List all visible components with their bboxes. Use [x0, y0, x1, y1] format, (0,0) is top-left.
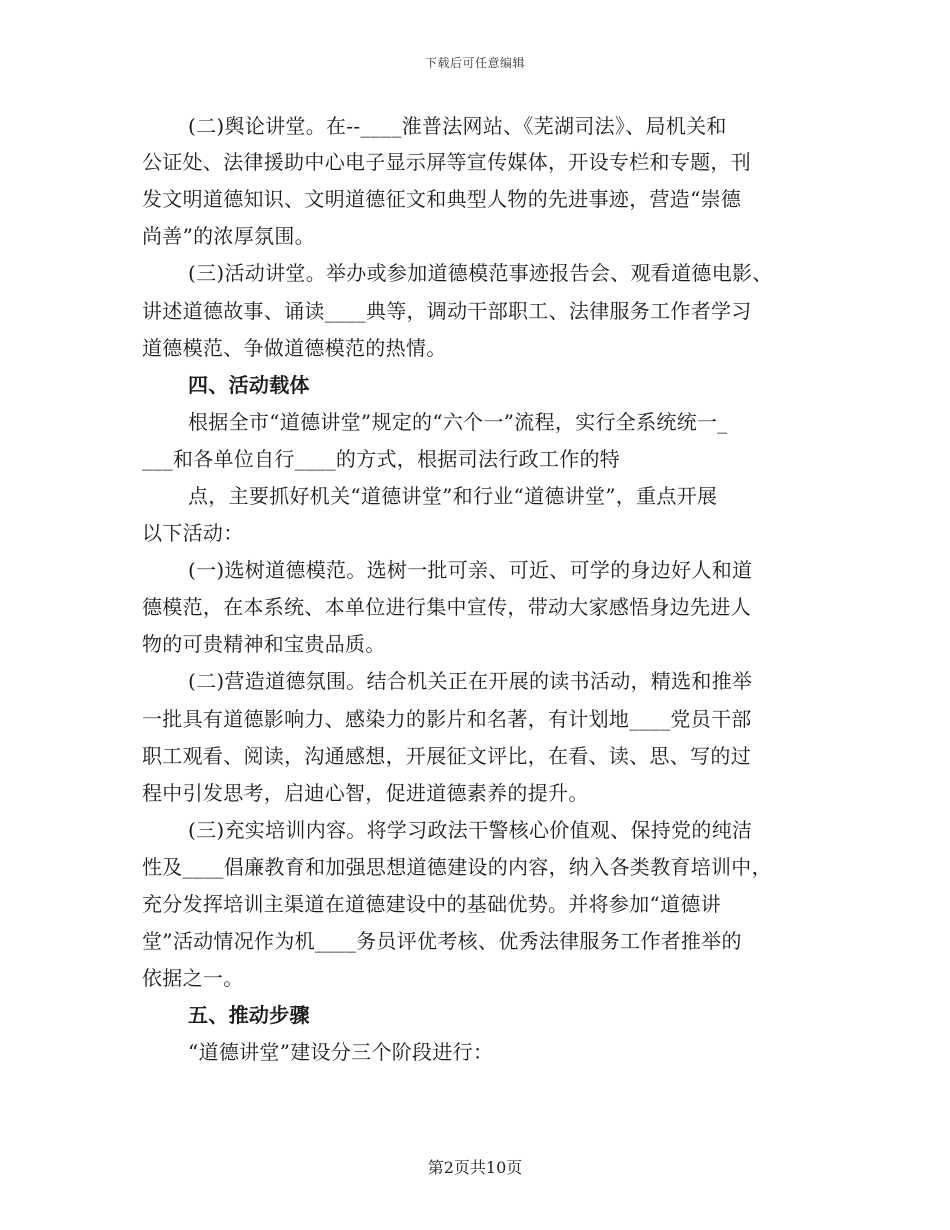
- paragraph-line: 充分发挥培训主渠道在道德建设中的基础优势。并将参加“道德讲: [142, 892, 721, 916]
- paragraph-line: (三)充实培训内容。将学习政法干警核心价值观、保持党的纯洁: [188, 818, 753, 842]
- paragraph-line: 以下活动：: [142, 521, 244, 545]
- paragraph-line: 德模范，在本系统、本单位进行集中宣传，带动大家感悟身边先进人: [142, 595, 751, 619]
- paragraph-line: 程中引发思考，启迪心智，促进道德素养的提升。: [142, 781, 589, 805]
- paragraph-line: 职工观看、阅读，沟通感想，开展征文评比，在看、读、思、写的过: [142, 744, 751, 768]
- paragraph-line: (二)营造道德氛围。结合机关正在开展的读书活动，精选和推举: [188, 669, 753, 693]
- paragraph-line: (一)选树道德模范。选树一批可亲、可近、可学的身边好人和道: [188, 558, 753, 582]
- paragraph-line: 一批具有道德影响力、感染力的影片和名著，有计划地____党员干部: [142, 707, 752, 731]
- paragraph-line: 尚善”的浓厚氛围。: [142, 224, 315, 248]
- paragraph-line: 依据之一。: [142, 966, 244, 990]
- paragraph-line: 公证处、法律援助中心电子显示屏等宣传媒体，开设专栏和专题，刊: [142, 150, 751, 174]
- page-footer: 第2页共10页: [427, 1158, 523, 1177]
- paragraph-line: 发文明道德知识、文明道德征文和典型人物的先进事迹，营造“崇德: [142, 187, 742, 211]
- paragraph-line: (三)活动讲堂。举办或参加道德模范事迹报告会、观看道德电影、: [188, 261, 773, 285]
- paragraph-line: 讲述道德故事、诵读____典等，调动干部职工、法律服务工作者学习: [142, 299, 752, 323]
- paragraph-line: “道德讲堂”建设分三个阶段进行：: [188, 1040, 494, 1064]
- section-heading: 四、活动载体: [188, 373, 310, 397]
- paragraph-line: 性及____倡廉教育和加强思想道德建设的内容，纳入各类教育培训中，: [142, 855, 772, 879]
- paragraph-line: 物的可贵精神和宝贵品质。: [142, 632, 386, 656]
- page-header: 下载后可任意编辑: [424, 56, 525, 70]
- paragraph-line: 根据全市“道德讲堂”规定的“六个一”流程，实行全系统统一_: [188, 410, 728, 434]
- section-heading: 五、推动步骤: [188, 1003, 310, 1027]
- paragraph-line: (二)舆论讲堂。在--____淮普法网站、《芜湖司法》、局机关和: [188, 114, 727, 138]
- paragraph-line: 道德模范、争做道德模范的热情。: [142, 336, 447, 360]
- paragraph-line: 点，主要抓好机关“道德讲堂”和行业“道德讲堂”，重点开展: [188, 484, 718, 508]
- paragraph-line: ___和各单位自行____的方式，根据司法行政工作的特: [142, 447, 621, 471]
- paragraph-line: 堂”活动情况作为机____务员评优考核、优秀法律服务工作者推举的: [142, 929, 742, 953]
